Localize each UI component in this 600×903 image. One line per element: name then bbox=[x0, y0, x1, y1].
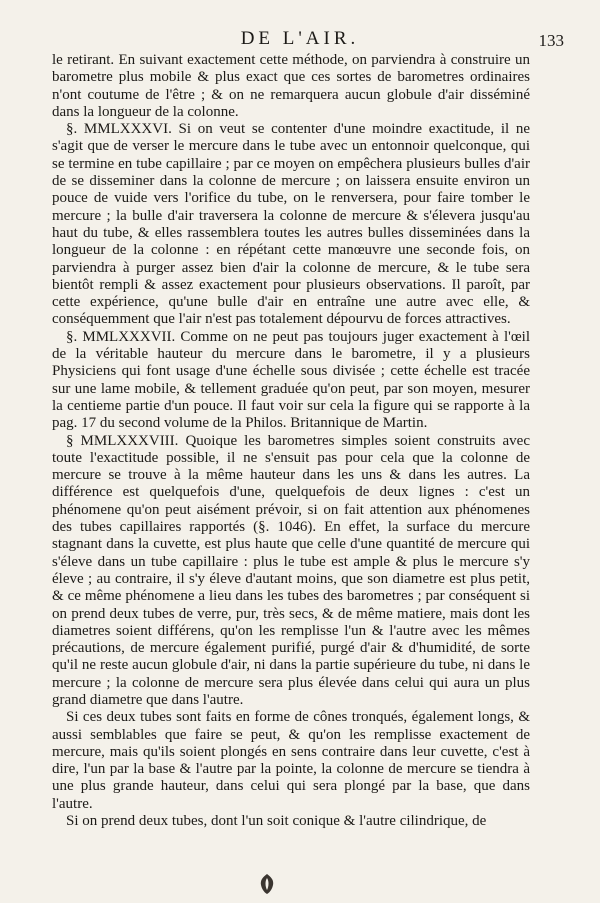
paragraph-conical-cylindrical: Si on prend deux tubes, dont l'un soit conique & l'autre cilindrique, de bbox=[66, 813, 487, 830]
paragraph-mmlxxxvi: §. MMLXXXVI. Si on veut se contenter d'une moindre exactitude, il ne s'agit que de verser le mercure dans le tube avec un entonnoir quelconque, qui se termine en tube capillaire ; par ce moyen on empêchera plusieurs bulles d'air de se disseminer dans la colonne de mercure ; on laissera ensuite environ un pouce de vuide vers l'orifice du tube, on le renversera, pour faire tomber le mercure ; la bulle d'air traversera la colonne de mercure & s'élevera jusqu'au haut du tube, & elles rassemblera toutes les autres bulles disseminées dans la longueur de la colonne : en répétant cette manœuvre une seconde fois, on parviendra à purger assez bien d'air la colonne de mercure, & le tube sera bientôt rempli & assez exactement pour plusieurs observations. Il paroît, par cette expérience, qu'une bulle d'air en entraîne une autre avec elle, & conséquemment que l'air n'est pas totalement dépourvu de forces attractives. bbox=[52, 121, 530, 328]
paragraph-mmlxxxvii: §. MMLXXXVII. Comme on ne peut pas toujours juger exactement à l'œil de la véritable hauteur du mercure dans le barometre, il y a plusieurs Physiciens qui font usage d'une échelle sous divisée ; cette échelle est tracée sur une lame mobile, & tellement graduée qu'on peut, par son moyen, mesurer la centieme partie d'un pouce. Il faut voir sur cela la figure qui se rapporte à la pag. 17 du second volume de la Philos. Britannique de Martin. bbox=[52, 328, 530, 432]
body-text bbox=[52, 52, 530, 830]
running-head: DE L'AIR. bbox=[240, 28, 360, 49]
paragraph-cones: Si ces deux tubes sont faits en forme de cônes tronqués, également longs, & aussi semblables que faire se peut, & qu'on les remplisse exactement de mercure, mais qu'ils soient plongés en sens contraire dans leur cuvette, c'est à dire, l'un par la base & l'autre par la pointe, la colonne de mercure se tiendra à une plus grande hauteur, dans celui qui sera plongé par la base, que dans l'autre. bbox=[52, 709, 530, 812]
page-number: 133 bbox=[538, 31, 564, 50]
printers-ornament-icon bbox=[258, 873, 276, 899]
paragraph-mmlxxxviii: § MMLXXXVIII. Quoique les barometres simples soient construits avec toute l'exactitude possible, il ne s'ensuit pas pour cela que la colonne de mercure se trouve à la même hauteur dans les uns & dans les autres. La différence est quelquefois d'une, quelquefois de deux lignes : c'est un phénomene qu'on peut aisément prévoir, si on fait attention aux phénomenes des tubes capillaires rapportés (§. 1046). En effet, la surface du mercure stagnant dans la cuvette, est plus haute que celle d'une quantité de mercure qui s'éleve dans un tube capillaire : plus le tube est ample & plus le mercure s'y éleve ; au contraire, il s'y éleve d'autant moins, que son diametre est plus petit, & ce même phénomene a lieu dans les tubes des barometres ; par conséquent si on prend deux tubes de verre, pur, très secs, & de même matiere, mais dont les diametres soient différens, qu'on les remplisse l'un & l'autre avec les mêmes précautions, de mercure également purifié, purgé d'air & d'humidité, de sorte qu'il ne reste aucun globule d'air, ni dans la partie supérieure du tube, ni dans le mercure ; la colonne de mercure sera plus élevée dans celui qui aura un plus grand diametre que dans l'autre. bbox=[52, 432, 530, 708]
paragraph-continuation: le retirant. En suivant exactement cette méthode, on parviendra à construire un barometre plus mobile & plus exact que ces sortes de barometres ordinaires n'ont coutume de l'être ; & on ne remarquera aucun globule d'air disséminé dans la longueur de la colonne. bbox=[52, 52, 530, 120]
